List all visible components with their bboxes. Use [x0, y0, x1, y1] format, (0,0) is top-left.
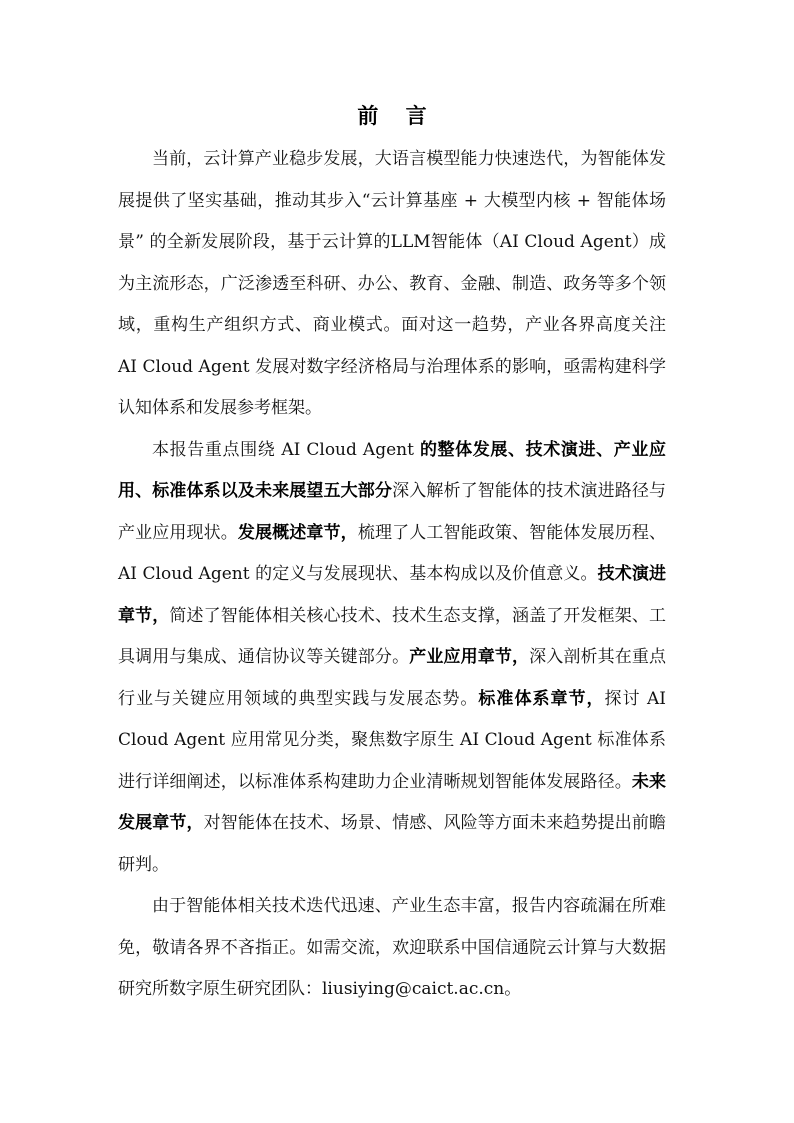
paragraph-3-text: 由于智能体相关技术迭代迅速、产业生态丰富，报告内容疏漏在所难免，敬请各界不吝指正。如需交流，欢迎联系中国信通院云计算与大数据研究所数字原生研究团队：liusiying@caict.ac.cn。 [118, 896, 666, 999]
paragraph-2-intro: 本报告重点围绕 AI Cloud Agent [152, 439, 420, 460]
paragraph-3 [118, 886, 666, 1011]
chapter-overview-text: 梳理了人工智能政策、智能体发展历程、AI Cloud Agent 的定义与发展现状、基本构成以及价值意义。 [118, 522, 667, 584]
paragraph-2 [118, 430, 666, 887]
body-text [118, 139, 666, 1011]
paragraph-2-text: 深入解析了智能体的技术演进路径与产业应用现状。 [118, 481, 667, 543]
page-title: 前 言 [357, 103, 437, 128]
paragraph-1 [118, 139, 666, 430]
chapter-industry-text: 深入剖析其在重点行业与关键应用领域的典型实践与发展态势。 [118, 647, 667, 709]
chapter-technology-label: 技术演进章节， [118, 564, 667, 626]
paragraph-2-emphasis: 的整体发展、技术演进、产业应用、标准体系以及未来展望五大部分 [118, 439, 666, 501]
chapter-standards-label: 标准体系章节， [478, 688, 605, 709]
paragraph-1-text: 当前，云计算产业稳步发展，大语言模型能力快速迭代，为智能体发展提供了坚实基础，推动其步入“云计算基座 + 大模型内核 + 智能体场景” 的全新发展阶段，基于云计算的LLM智能体（AI Cloud Agent）成为主流形态，广泛渗透至科研、办公、教育、金融、制造、政务等多个领域，重构生产组织方式、商业模式。面对这一趋势，产业各界高度关注 AI Cloud Agent 发展对数字经济格局与治理体系的影响，亟需构建科学认知体系和发展参考框架。 [118, 149, 666, 418]
chapter-standards-text: 探讨 AI Cloud Agent 应用常见分类，聚焦数字原生 AI Cloud Agent 标准体系进行详细阐述，以标准体系构建助力企业清晰规划智能体发展路径。 [118, 688, 667, 792]
chapter-overview-label: 发展概述章节， [237, 522, 358, 543]
chapter-future-label: 未来发展章节， [118, 771, 667, 833]
chapter-industry-label: 产业应用章节， [409, 647, 530, 667]
chapter-future-text: 对智能体在技术、场景、情感、风险等方面未来趋势提出前瞻研判。 [118, 813, 667, 875]
chapter-technology-text: 简述了智能体相关核心技术、技术生态支撑，涵盖了开发框架、工具调用与集成、通信协议等关键部分。 [118, 605, 667, 667]
